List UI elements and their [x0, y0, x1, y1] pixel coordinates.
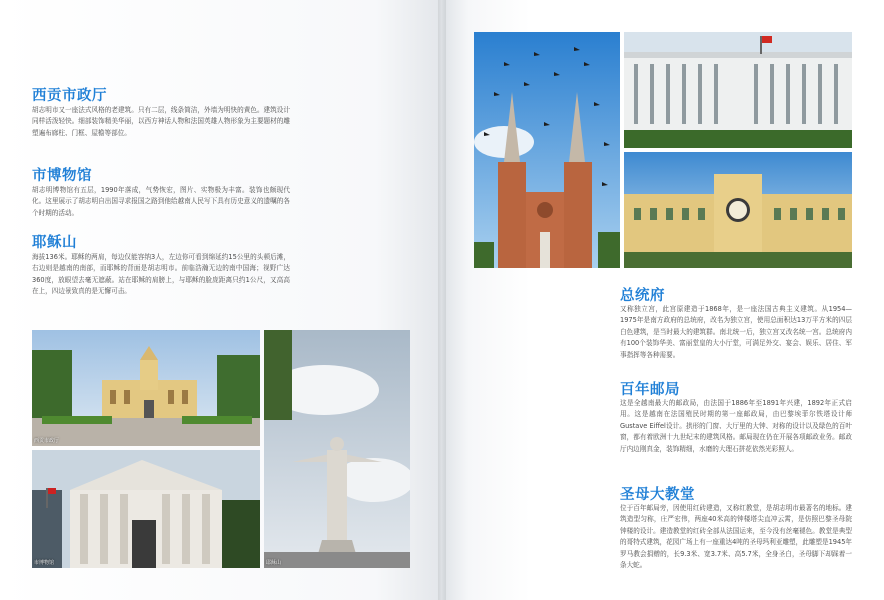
- section-text-jesus: 海拔136米。耶稣的两肩，每边仅能容纳3人，左边你可看到绵延约15公里的头顿后滩，右边则是越南的南部，而耶稣的背面是胡志明市。前临浩瀚无边的南中国海；视野广达360度，放眼望去毫无遮蔽。站在耶稣的肩膀上，与耶稣的脸庞距离只约1公尺，又高高在上，四边景致真的是无懈可击。: [32, 253, 290, 296]
- section-title-post-office: 百年邮局: [620, 382, 680, 398]
- city-hall-caption: 西贡市政厅: [34, 438, 60, 444]
- reunification-palace-photo: [624, 32, 852, 148]
- page-gutter: [438, 0, 446, 600]
- section-text-city-hall: 胡志明市又一座法式风格的老建筑。只有二层，线条简洁，外墙为明快的黄色。建筑设计同样活泼轻快。细部装饰精美华丽，以西方神话人物和法国英雄人物形象为主要题材的雕塑遍布廊柱、门框、屋檐等部位。: [32, 106, 290, 137]
- right-page: [442, 0, 884, 600]
- section-text-cathedral: 位于百年邮局旁，因使用红砖建造，又称红教堂，是胡志明市最著名的地标。建筑造型匀称，庄严宏伟，两座40米高的钟楼塔尖直冲云霄，是仿照巴黎圣母院钟楼的设计。建造教堂的红砖全部从法国运来，至今没有丝毫褪色。教堂是典型的哥特式建筑，花园广场上有一座重达4吨的圣母玛利亚雕塑，此雕塑是1945年罗马教会捐赠的，长9.3米、宽3.7米、高5.7米，全身圣白，圣母脚下却踩着一条大蛇。: [620, 504, 852, 570]
- museum-photo: [32, 450, 260, 568]
- jesus-caption: 耶稣山: [266, 560, 282, 566]
- jesus-statue-photo: [264, 330, 410, 568]
- section-title-palace: 总统府: [620, 288, 665, 304]
- section-title-museum: 市博物馆: [32, 168, 92, 184]
- city-hall-photo: [32, 330, 260, 446]
- post-office-photo: [624, 152, 852, 268]
- section-title-jesus: 耶稣山: [32, 235, 77, 251]
- museum-caption: 市博物馆: [34, 560, 55, 566]
- section-title-cathedral: 圣母大教堂: [620, 487, 695, 503]
- section-text-palace: 又称独立宫，此宫原建造于1868年，是一座法国古典主义建筑。从1954—1975年是南方政府的总统府，改名为独立宫，使用总面积达13万平方米的四层白色建筑，是当时最大的建筑群。南北统一后，独立宫又改名统一宫。总统府内有100个装饰华美、富丽堂皇的大小厅堂，可满足外交、宴会、娱乐、居住、军事指挥等各种需要。: [620, 305, 852, 359]
- section-text-museum: 胡志明博物馆有五层，1990年落成，气势恢宏，图片、实物极为丰富。装饰也颇现代化。这里展示了胡志明自出国寻求报国之路到他给越南人民写下具有历史意义的遗嘱的各个时期的活动。: [32, 186, 290, 217]
- section-text-post-office: 这是全越南最大的邮政局，由法国于1886年至1891年兴建，1892年正式启用。这是越南在法国殖民时期的第一座邮政局，由巴黎埃菲尔铁塔设计师Gustave Eiffel设计。拱形的门窗、大厅里的大钟、对称的设计以及绿色的百叶窗，都有着欧洲十九世纪末的建筑风格。邮局现在仍在开展各项邮政业务。邮政厅内边刚真金，装饰精细，水磨的大理石拼花依然光彩照人。: [620, 399, 852, 453]
- section-title-city-hall: 西贡市政厅: [32, 88, 107, 104]
- cathedral-photo: [474, 32, 620, 268]
